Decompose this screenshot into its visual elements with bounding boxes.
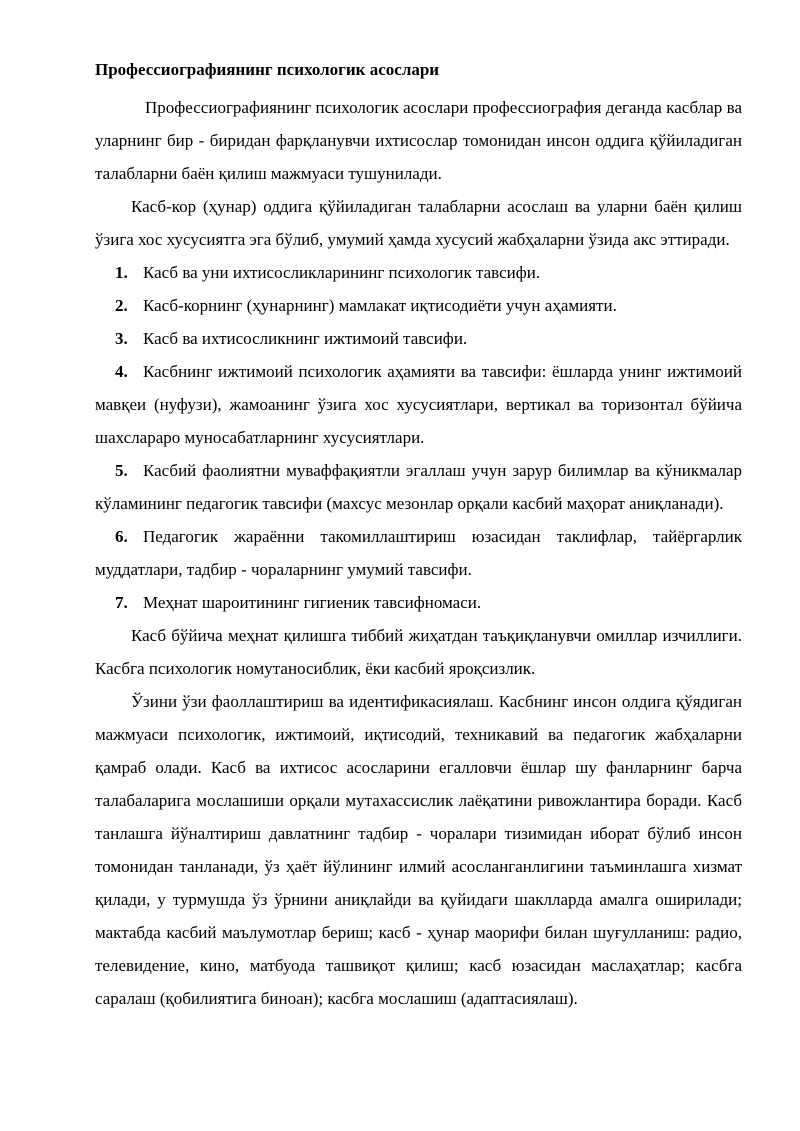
list-item (95, 454, 742, 520)
list-item-number: 1. (115, 263, 128, 282)
intro-paragraph: Профессиографиянинг психологик асослари профессиография деганда касблар ва уларнинг бир - биридан фарқланувчи ихтисослар томонидан инсон оддига қўйиладиган талабларни баён қилиш мажмуаси тушунилади. (95, 98, 742, 183)
document-title: Профессиографиянинг психологик асослари (95, 60, 440, 79)
list-item-number: 5. (115, 461, 128, 480)
list-item-number: 3. (115, 329, 128, 348)
list-item-number: 7. (115, 593, 128, 612)
list-item (95, 256, 742, 289)
list-item-text: Касб-корнинг (ҳунарнинг) мамлакат иқтисодиёти учун аҳамияти. (143, 296, 617, 315)
list-item-text: Касбнинг ижтимоий психологик аҳамияти ва тавсифи: ёшларда унинг ижтимоий мавқеи (нуфузи), жамоанинг ўзига хос хусусиятлари, вертикал ва торизонтал бўйича шахслараро муносабатларнинг хусусиятлари. (95, 362, 742, 447)
list-item-text: Касбий фаолиятни муваффақиятли эгаллаш учун зарур билимлар ва кўникмалар кўламининг педагогик тавсифи (махсус мезонлар орқали касбий маҳорат аниқланади). (95, 461, 742, 513)
list-item-text: Касб ва ихтисосликнинг ижтимоий тавсифи. (143, 329, 468, 348)
closing-paragraph: Касб бўйича меҳнат қилишга тиббий жиҳатдан таъқиқланувчи омиллар изчиллиги. Касбга психологик номутаносиблик, ёки касбий яроқсизлик. (95, 626, 742, 678)
intro-paragraph: Касб-кор (ҳунар) оддига қўйиладиган талабларни асослаш ва уларни баён қилиш ўзига хос хусусиятга эга бўлиб, умумий ҳамда хусусий жабҳаларни ўзида акс эттиради. (95, 197, 742, 249)
list-item (95, 322, 742, 355)
list-item (95, 355, 742, 454)
list-item-text: Педагогик жараённи такомиллаштириш юзасидан таклифлар, тайёргарлик муддатлари, тадбир - чораларнинг умумий тавсифи. (95, 527, 742, 579)
requirements-list (95, 256, 742, 619)
document-body (95, 58, 742, 1015)
list-item-number: 2. (115, 296, 128, 315)
list-item (95, 520, 742, 586)
list-item (95, 586, 742, 619)
closing-paragraph: Ўзини ўзи фаоллаштириш ва идентификасиялаш. Касбнинг инсон олдига қўядиган мажмуаси психологик, ижтимоий, иқтисодий, техникавий ва педагогик жабҳаларни қамраб олади. Касб ва ихтисос асосларини егалловчи ёшлар шу фанларнинг барча талабаларига мослашиши орқали мутахассислик лаёқатини ривожлантира боради. Касб танлашга йўналтириш давлатнинг тадбир - чоралари тизимидан иборат бўлиб инсон томонидан танланади, ўз ҳаёт йўлининг илмий асосланганлигини таъминлашга хизмат қилади, у турмушда ўз ўрнини аниқлайди ва қуйидаги шаклларда амалга оширилади; мактабда касбий маълумотлар бериш; касб - ҳунар маорифи билан шуғулланиш: радио, телевидение, кино, матбуода ташвиқот қилиш; касб юзасидан маслаҳатлар; касбга саралаш (қобилиятига биноан); касбга мослашиш (адаптасиялаш). (95, 692, 742, 1008)
list-item-number: 6. (115, 527, 128, 546)
list-item-text: Меҳнат шароитининг гигиеник тавсифномаси. (143, 593, 482, 612)
list-item-number: 4. (115, 362, 128, 381)
list-item-text: Касб ва уни ихтисосликларининг психологик тавсифи. (143, 263, 541, 282)
list-item (95, 289, 742, 322)
